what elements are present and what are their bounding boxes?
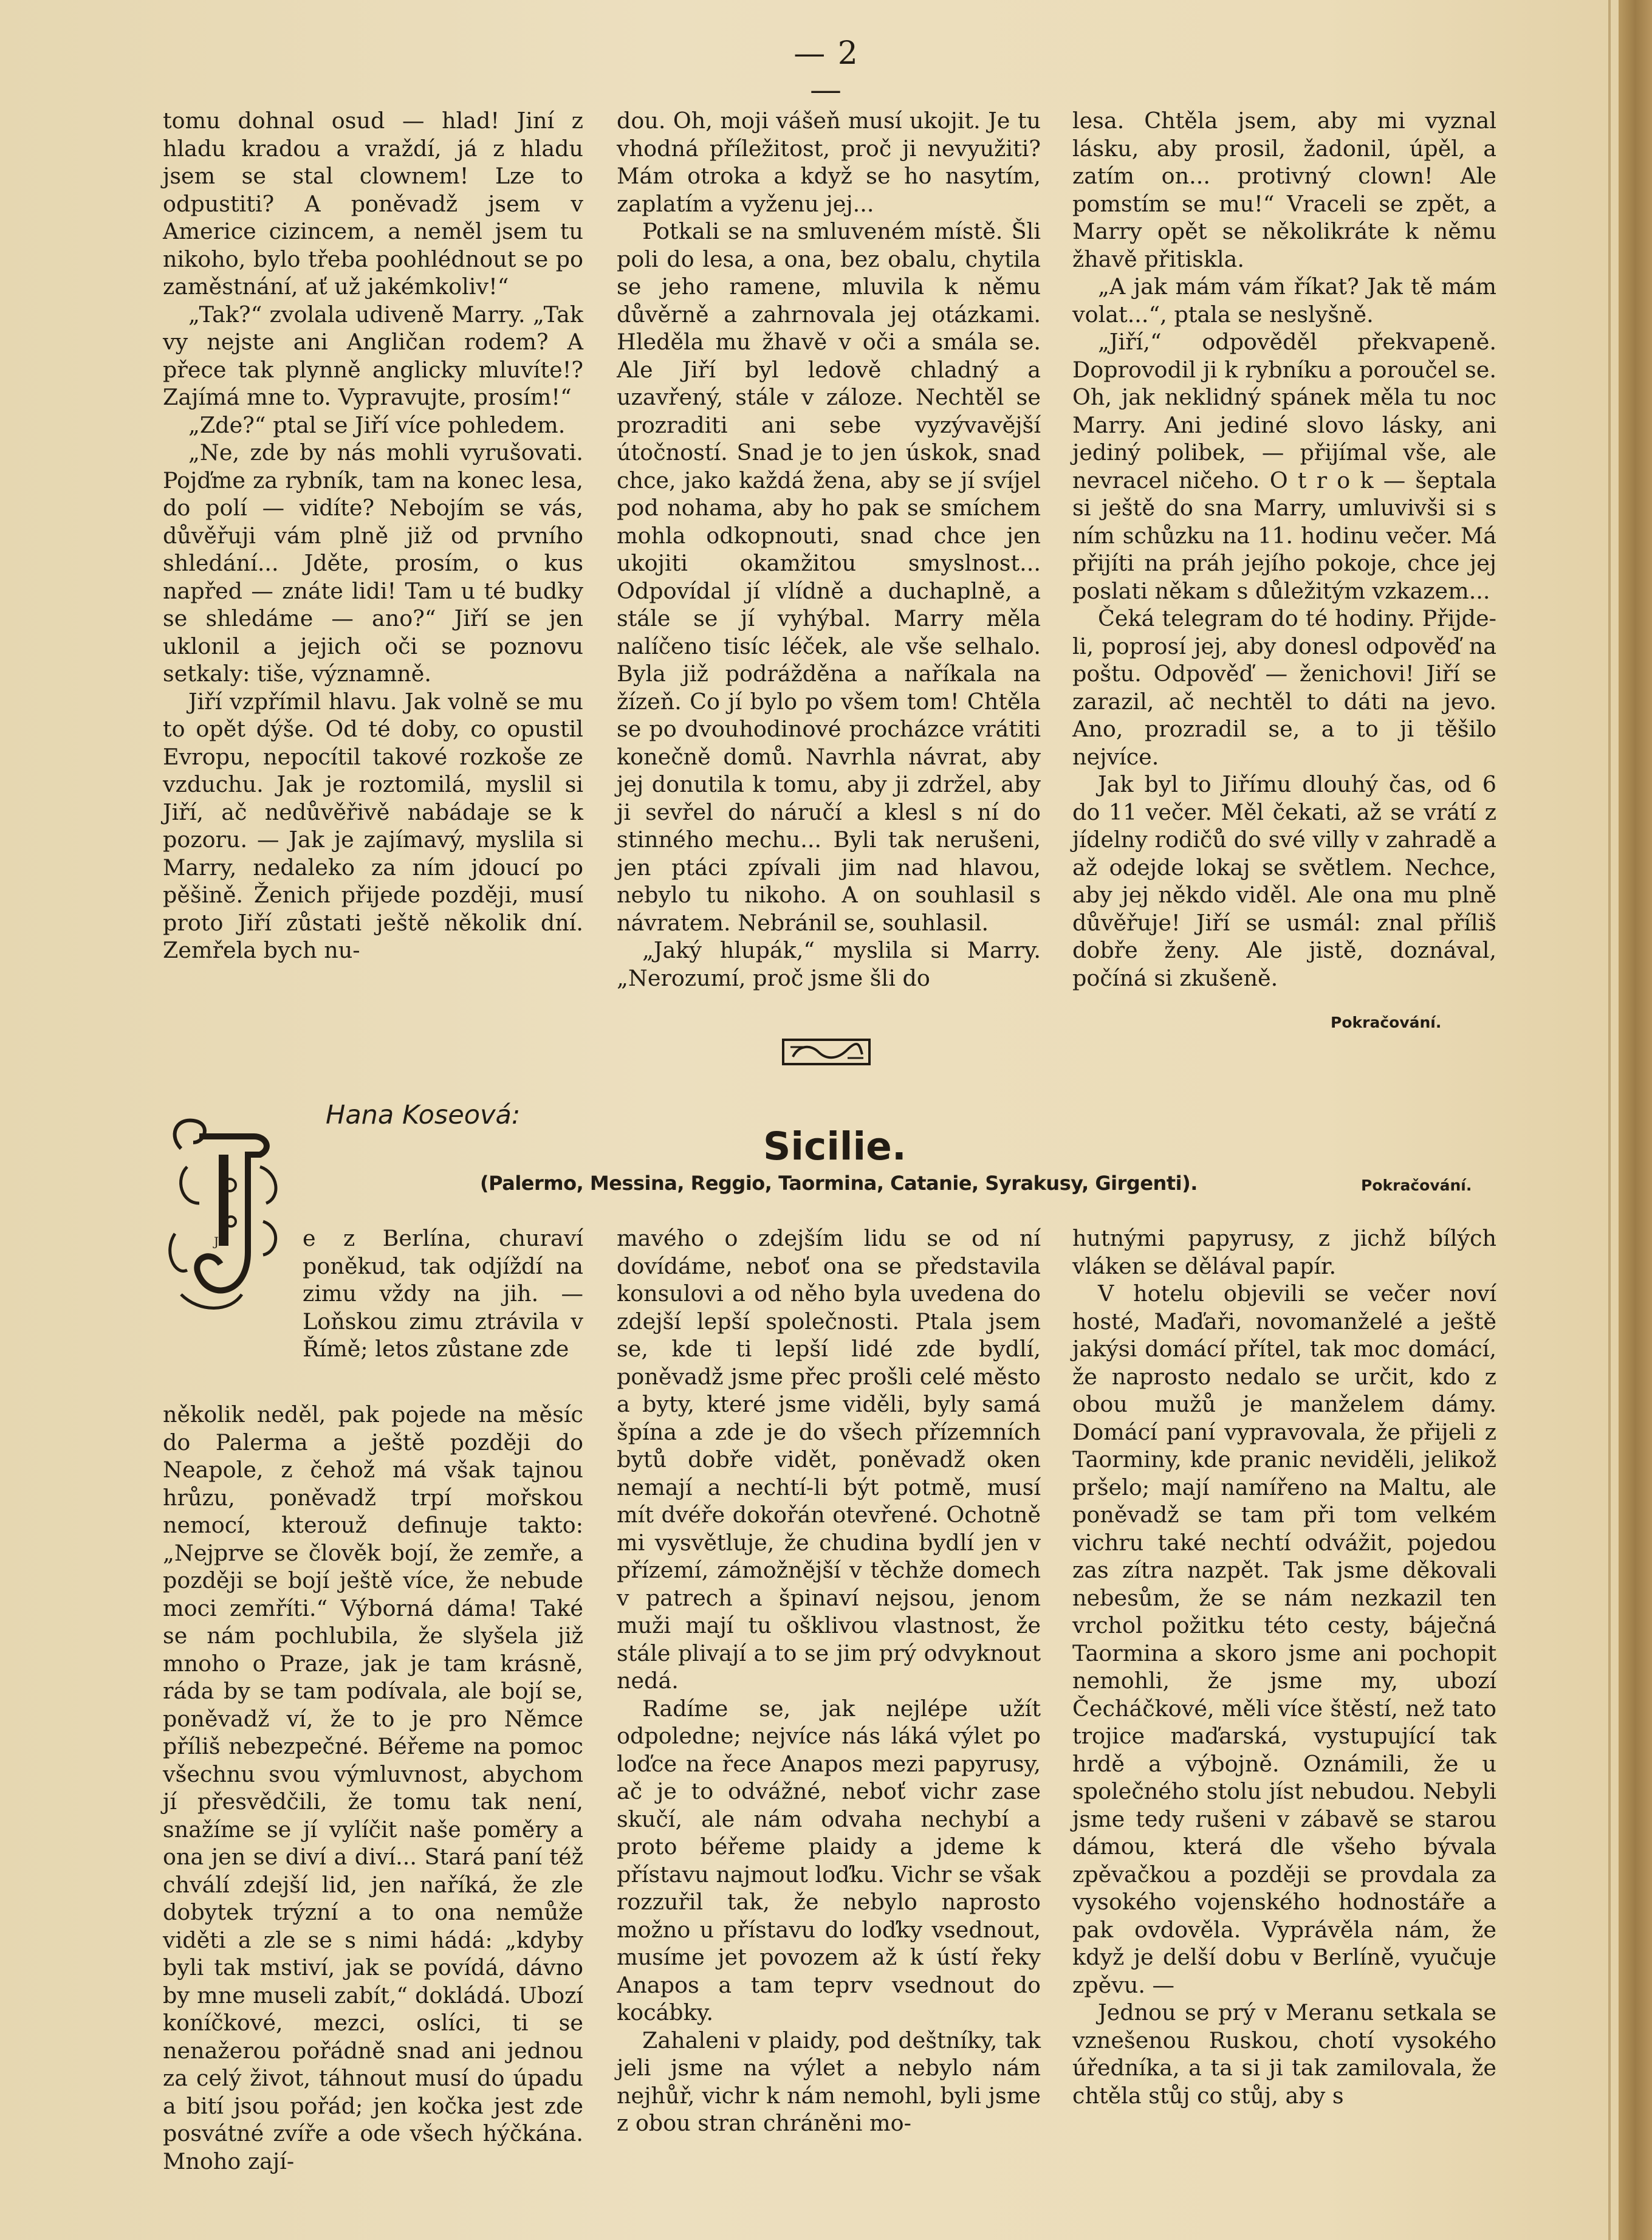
paragraph: Jiří vzpřímil hlavu. Jak volně se mu to opět dýše. Od té doby, co opustil Evropu, nepocítil takové rozkoše ze vzduchu. Jak je roztomilá, myslil si Jiří, ač nedůvěřivě nabádaje se k pozoru. — Jak je zajímavý, myslila si Marry, nedaleko za ním jdoucí po pěšině. Ženich přijede později, musí proto Jiří zůstati ještě několik dní. Zemřela bych nu- bbox=[163, 688, 583, 963]
paragraph: Radíme se, jak nejlépe užít odpoledne; nejvíce nás láká výlet po loďce na řece Anapos mezi papyrusy, ač je to odvážné, neboť vichr zase skučí, ale nám odvaha nechybí a proto béřeme plaidy a jdeme k přístavu najmout loďku. Vichr se však rozzuřil tak, že nebylo naprosto možno u přístavu do loďky vsednout, musíme jet povozem až k ústí řeky Anapos a tam teprv vsednout do kocábky. bbox=[617, 1695, 1041, 2025]
article2-column-3 bbox=[1072, 1225, 1496, 2109]
paragraph: dou. Oh, moji vášeň musí ukojit. Je tu vhodná příležitost, proč ji nevyužiti? Mám otroka a když se ho nasytím, zaplatím a vyženu jej... bbox=[617, 108, 1041, 217]
paragraph: Jak byl to Jiřímu dlouhý čas, od 6 do 11 večer. Měl čekati, až se vrátí z jídelny rodičů do své villy v zahradě a až odejde lokaj se světlem. Nechce, aby jej někdo viděl. Ale ona mu plně důvěřuje! Jiří se usmál: znal příliš dobře ženy. Ale jistě, doznával, počíná si zkušeně. bbox=[1072, 771, 1496, 991]
paragraph: Jednou se prý v Meranu setkala se vznešenou Ruskou, chotí vysokého úředníka, a ta si ji tak zamilovala, že chtěla stůj co stůj, aby s bbox=[1072, 1999, 1496, 2109]
paragraph: V hotelu objevili se večer noví hosté, Maďaři, novomanželé a ještě jakýsi domácí přítel, tak moc domácí, že naprosto nedalo se určit, kdo z obou mužů je manželem dámy. Domácí paní vypravovala, že přijeli z Taorminy, kde pranic neviděli, jelikož pršelo; mají namířeno na Maltu, ale poněvadž se tam při tom velkém vichru také nechtí odvážit, pojedou zas zítra nazpět. Tak jsme děkovali nebesům, že se nám nezkazil ten vrchol požitku této cesty, báječná Taormina a skoro jsme ani pochopit nemohli, že jsme my, ubozí Čecháčkové, měli více štěstí, než tato trojice maďarská, vystupující tak hrdě a výbojně. Oznámili, že u společného stolu jíst nebudou. Nebyli jsme tedy rušeni v zábavě se starou dámou, která dle všeho bývala zpěvačkou a později se provdala za vysokého vojenského hodnostáře a pak ovdověla. Vyprávěla nám, že když je delší dobu v Berlíně, vyučuje zpěvu. — bbox=[1072, 1280, 1496, 1998]
paragraph: Potkali se na smluveném místě. Šli poli do lesa, a ona, bez obalu, chytila se jeho ramene, mluvila k němu důvěrně a zahrnovala jej otázkami. Hleděla mu žhavě v oči a smála se. Ale Jiří byl ledově chladný a uzavřený, stále v záloze. Nechtěl se prozraditi ani sebe vyzývavější útočností. Snad je to jen úskok, snad chce, jako každá žena, aby se jí svíjel pod nohama, aby ho pak se smíchem mohla odkopnouti, snad chce jen ukojiti okamžitou smyslnost... Odpovídal jí vlídně a duchaplně, a stále se jí vyhýbal. Marry měla nalíčeno tisíc léček, ale vše selhalo. Byla již podrážděna a naříkala na žízeň. Co jí bylo po všem tom! Chtěla se po dvouhodinové procházce vrátiti konečně domů. Navrhla návrat, aby jej donutila k tomu, aby ji zdržel, aby ji sevřel do náručí a klesl s ní do stinného mechu... Byli tak nerušeni, jen ptáci zpívali jim nad hlavou, nebylo tu nikoho. A on souhlasil s návratem. Nebránil se, souhlasil. bbox=[617, 218, 1041, 936]
article1-column-2 bbox=[617, 107, 1041, 992]
continued-label: Pokračování. bbox=[1361, 1177, 1472, 1194]
paragraph: „Jiří,“ odpověděl překvapeně. Doprovodil ji k rybníku a poroučel se. Oh, jak neklidný spánek měla tu noc Marry. Ani jediné slovo lásky, ani jediný polibek, — přijímal vše, ale nevracel ničeho. O t r o k — šeptala si ještě do sna Marry, umluvivši si s ním schůzku na 11. hodinu večer. Má přijíti na práh jejího pokoje, chce jej poslati někam s důležitým vzkazem... bbox=[1072, 329, 1496, 604]
paragraph: hutnými papyrusy, z jichž bílých vláken se dělával papír. bbox=[1072, 1225, 1496, 1279]
paragraph: lesa. Chtěla jsem, aby mi vyznal lásku, aby prosil, žadonil, úpěl, a zatím on... protivný clown! Ale pomstím se mu!“ Vraceli se zpět, a Marry opět se několikráte k němu žhavě přitiskla. bbox=[1072, 108, 1496, 272]
paragraph: e z Berlína, churaví poněkud, tak odjíždí na zimu vždy na jih. — Loňskou zimu ztrávila v Římě; letos zůstane zde bbox=[303, 1225, 583, 1362]
article1-column-1 bbox=[163, 107, 583, 964]
paragraph: Zahaleni v plaidy, pod deštníky, tak jeli jsme na výlet a nebylo nám nejhůř, vichr k nám nemohl, byli jsme z obou stran chráněni mo- bbox=[617, 2027, 1041, 2136]
continued-label: Pokračování. bbox=[1331, 1014, 1442, 1031]
article2-column-1 bbox=[163, 1225, 583, 2175]
article1-column-3 bbox=[1072, 107, 1496, 992]
spine-shadow bbox=[1608, 0, 1611, 2240]
paragraph: „Jaký hlupák,“ myslila si Marry. „Nerozumí, proč jsme šli do bbox=[617, 937, 1041, 991]
dropcap-letter: J bbox=[214, 1234, 219, 1249]
paragraph: „Tak?“ zvolala udiveně Marry. „Tak vy nejste ani Angličan rodem? A přece tak plynně anglicky mluvíte!? Zajímá mne to. Vypravujte, prosím!“ bbox=[163, 301, 583, 410]
paragraph: „Zde?“ ptal se Jiří více pohledem. bbox=[188, 411, 566, 438]
paragraph: Čeká telegram do té hodiny. Přijde-li, poprosí jej, aby donesl odpověď na poštu. Odpověď — ženichovi! Jiří se zarazil, ač nechtěl to dáti na jevo. Ano, prozradil se, a to ji těšilo nejvíce. bbox=[1072, 605, 1496, 770]
article-subtitle: (Palermo, Messina, Reggio, Taormina, Catanie, Syrakusy, Girgenti). bbox=[480, 1172, 1198, 1195]
paragraph: „Ne, zde by nás mohli vyrušovati. Pojďme za rybník, tam na konec lesa, do polí — vidíte? Nebojím se vás, důvěřuji vám plně již od prvního shledání... Jděte, prosím, o kus napřed — znáte lidi! Tam u té budky se shledáme — ano?“ Jiří se jen uklonil a jejich oči se poznovu setkaly: tiše, významně. bbox=[163, 439, 583, 687]
paragraph: „A jak mám vám říkat? Jak tě mám volat...“, ptala se neslyšně. bbox=[1072, 273, 1496, 328]
paragraph: mavého o zdejším lidu se od ní dovídáme, neboť ona se představila konsulovi a od něho byla uvedena do zdejší lepší společnosti. Ptala jsem se, kde ti lepší lidé zde bydlí, poněvadž jsme přec prošli celé město a byty, které jsme viděli, byly samá špína a zde je do všech přízemních bytů dobře vidět, poněvadž oken nemají a nechtí-li být potmě, musí mít dvéře dokořán otevřené. Ochotně mi vysvětluje, že chudina bydlí jen v přízemí, zámožnější v těchže domech v patrech a špinaví nejsou, jenom muži mají tu ošklivou vlastnost, že stále plivají a to se jim prý odvyknout nedá. bbox=[617, 1225, 1041, 1694]
book-spine bbox=[1619, 0, 1652, 2240]
ornament-divider-icon bbox=[781, 1036, 872, 1068]
paragraph: několik neděl, pak pojede na měsíc do Palerma a ještě později do Neapole, z čehož má však tajnou hrůzu, poněvadž trpí mořskou nemocí, kterouž definuje takto: „Nejprve se člověk bojí, že zemře, a později se bojí ještě více, že nebude moci zemříti.“ Výborná dáma! Také se nám pochlubila, že slyšela již mnoho o Praze, jak je tam krásně, ráda by se tam podívala, ale bojí se, poněvadž ví, že to je pro Němce příliš nebezpečné. Béřeme na pomoc všechnu svou výmluvnost, abychom jí přesvědčili, že tomu tak není, snažíme se jí vylíčit naše poměry a ona jen se diví a diví... Stará paní též chválí zdejší lid, jen naříká, že zle dobytek trýzní a to ona nemůže viděti a zle se s nimi hádá: „kdyby byli tak mstiví, jak se povídá, dávno by mne museli zabít,“ dokládá. Ubozí koníčkové, mezci, oslíci, ti se nenažerou pořádně snad ani jednou za celý život, táhnout musí do úpadu a bití jsou pořád; jen kočka jest zde posvátné zvíře a ode všech hýčkána. Mnoho zají- bbox=[163, 1401, 583, 2174]
paragraph: tomu dohnal osud — hlad! Jiní z hladu kradou a vraždí, já z hladu jsem se stal clownem! Lze to odpustiti? A poněvadž jsem v Americe cizincem, a neměl jsem tu nikoho, bylo třeba poohlédnout se po zaměstnání, ať už jakémkoliv!“ bbox=[163, 108, 583, 300]
article-title: Sicilie. bbox=[763, 1124, 907, 1169]
dropcap-space bbox=[163, 1225, 303, 1401]
page-number: — 2 — bbox=[793, 35, 859, 108]
author-name: Hana Koseová: bbox=[326, 1100, 521, 1130]
article2-column-2 bbox=[617, 1225, 1041, 2137]
